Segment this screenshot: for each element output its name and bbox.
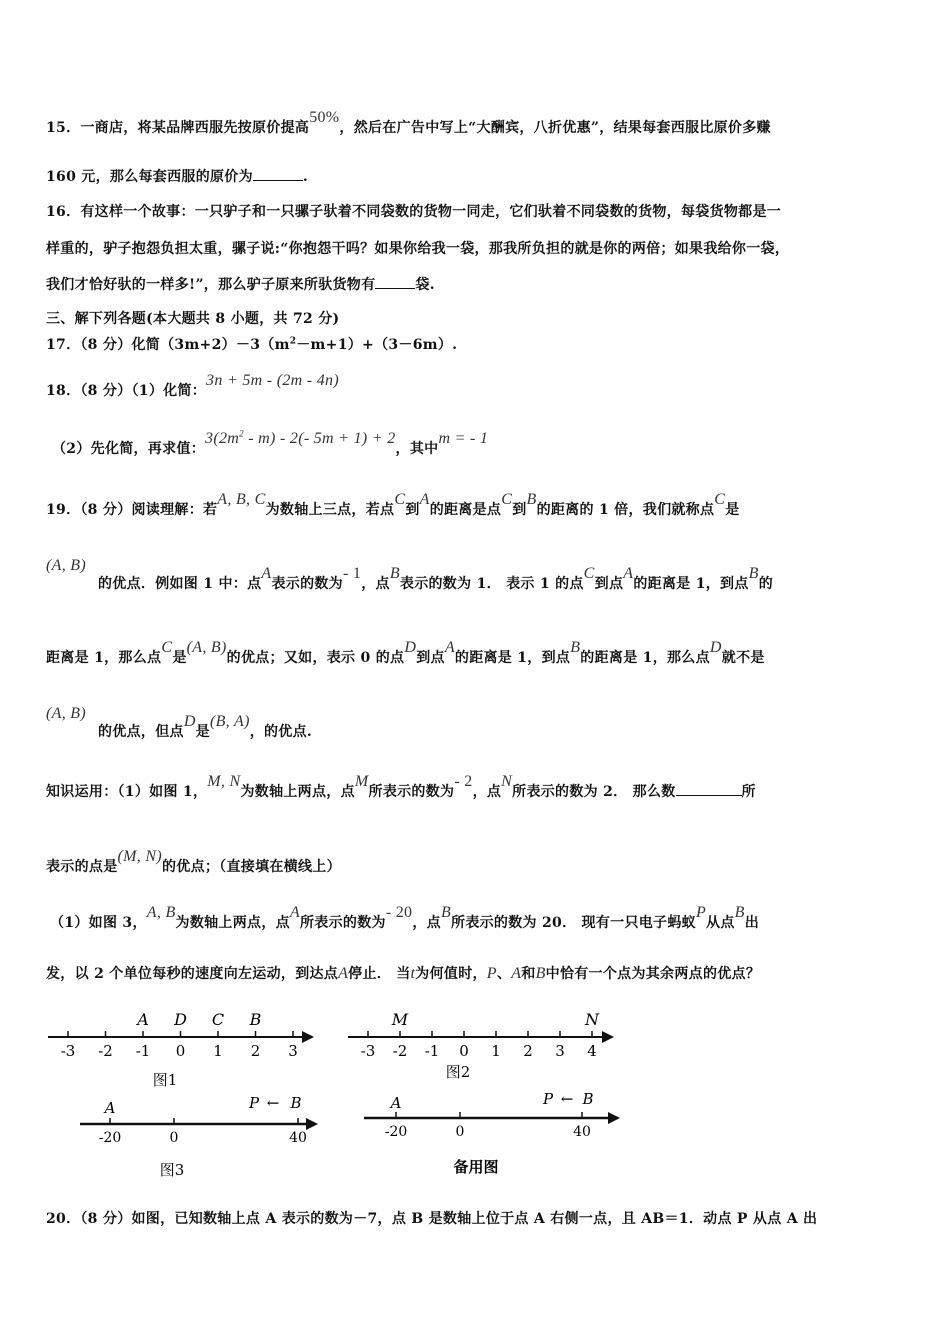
section-3-heading: 三、解下列各题(本大题共 8 小题，共 72 分) xyxy=(46,311,340,327)
fig3-number-line xyxy=(80,1094,318,1179)
fig3-label-p: P xyxy=(248,1094,260,1112)
fig3-tick-label-40: 40 xyxy=(289,1130,307,1146)
q16-line3 xyxy=(46,274,435,294)
fig1-point-d: D xyxy=(174,1010,187,1029)
fig2-tick-label: -1 xyxy=(424,1042,440,1060)
fig4-tick-label-0: 0 xyxy=(455,1124,465,1140)
q18-label2: （2）先化简，再求值： xyxy=(52,441,206,457)
q17 xyxy=(46,334,457,354)
fig3-label-b: B xyxy=(290,1094,302,1112)
q18-expr1: 3n + 5m - (2m - 4n) xyxy=(206,372,339,389)
fig2-tick-label: 4 xyxy=(587,1042,597,1060)
fig2-caption: 图2 xyxy=(445,1063,471,1081)
q16-text-b: 袋. xyxy=(415,277,435,293)
q16-line1: 16．有这样一个故事：一只驴子和一只骡子驮着不同袋数的货物一同走，它们驮着不同袋数的货物，每袋货物都是一 xyxy=(46,204,782,220)
fig3-arrow: ← xyxy=(266,1094,280,1112)
q16-answer-blank[interactable] xyxy=(375,276,415,289)
q19-row2: (A, B) 的优点．例如图 1 中：点A表示的数为- 1，点B表示的数为 1． 表示 1 的点C到点A的距离是 1，到点B的 xyxy=(46,557,774,592)
fig2-tick-label: 0 xyxy=(459,1042,469,1060)
fig4-tick-label-40: 40 xyxy=(573,1124,591,1140)
fig1-tick-label: -2 xyxy=(98,1042,113,1060)
q19-row7: （1）如图 3，A, B为数轴上两点，点A所表示的数为- 20，点B所表示的数为 20． 现有一只电子蚂蚁P从点B出 xyxy=(50,904,760,931)
q19-row5: 知识运用：（1）如图 1，M, N为数轴上两点，点M所表示的数为- 2，点N所表示的数为 2． 那么数 所 xyxy=(46,773,756,800)
fig4-arrow: ← xyxy=(560,1090,574,1108)
fig1-tick-label: 1 xyxy=(213,1042,223,1060)
fig2-tick-label: -2 xyxy=(392,1042,408,1060)
fig1-point-a: A xyxy=(137,1010,149,1029)
fig4-number-line xyxy=(364,1090,620,1176)
q18-expr2: $3(2m^2 - m) - 2(-$ 5m + 1) + 2 xyxy=(205,428,396,447)
fig1-tick-label: 3 xyxy=(288,1042,298,1060)
fig1-point-b: B xyxy=(249,1010,262,1029)
fig3-label-a: A xyxy=(104,1099,116,1117)
fig4-label-b: B xyxy=(582,1090,594,1108)
fig4-tick-label-neg20: -20 xyxy=(384,1124,408,1140)
q19-row6: 表示的点是(M, N)的优点；（直接填在横线上） xyxy=(46,848,341,875)
fig4-label-p: P xyxy=(542,1090,554,1108)
figures xyxy=(0,995,950,1185)
q15-line2 xyxy=(46,166,308,186)
q15-text-a: 15．一商店，将某品牌西服先按原价提高 xyxy=(46,120,310,136)
fig1-caption: 图1 xyxy=(152,1071,178,1089)
q18-part2 xyxy=(52,428,489,458)
q16-line2: 样重的，驴子抱怨负担太重，骡子说:“你抱怨干吗？如果你给我一袋，那我所负担的就是你的两倍；如果我给你一袋， xyxy=(46,241,790,257)
fig3-caption: 图3 xyxy=(159,1161,185,1179)
fig2-tick-label: -3 xyxy=(360,1042,376,1060)
q15-text-d: . xyxy=(302,169,309,185)
q20: 20．（8 分）如图，已知数轴上点 A 表示的数为－7，点 B 是数轴上位于点 A 右侧一点，且 AB＝1．动点 P 从点 A 出 xyxy=(46,1211,818,1227)
q17-sup: 2 xyxy=(289,336,297,347)
fig2-tick-label: 3 xyxy=(555,1042,565,1060)
fig2-number-line xyxy=(348,1010,614,1081)
fig1-tick-label: -1 xyxy=(135,1042,151,1060)
q15-text-c: 160 元，那么每套西服的原价为 xyxy=(46,169,253,185)
q15-percent: 50% xyxy=(309,109,340,126)
q19-row3: 距离是 1，那么点C是(A, B)的优点；又如，表示 0 的点D到点A的距离是 1，到点B的距离是 1，那么点D就不是 xyxy=(46,639,765,666)
fig4-caption: 备用图 xyxy=(453,1158,499,1176)
fig1-tick-label: -3 xyxy=(60,1042,76,1060)
q15-line1 xyxy=(46,109,771,137)
q16-text-a: 我们才恰好驮的一样多!”，那么驴子原来所驮货物有 xyxy=(46,277,376,293)
q18-label: 18．（8 分）（1）化简： xyxy=(46,383,207,399)
q18-condition: m = - 1 xyxy=(438,430,489,447)
fig2-tick-label: 2 xyxy=(523,1042,533,1060)
q19-row4: (A, B) 的优点，但点D是(B, A)，的优点. xyxy=(46,705,313,740)
q19-answer-blank[interactable] xyxy=(676,783,742,796)
fig3-tick-label-neg20: -20 xyxy=(98,1130,122,1146)
fig4-label-a: A xyxy=(390,1094,402,1112)
fig1-tick-label: 2 xyxy=(250,1042,261,1060)
q15-answer-blank[interactable] xyxy=(253,168,303,181)
q19-row1: 19．（8 分）阅读理解：若A, B, C为数轴上三点，若点C到A的距离是点C到B的距离的 1 倍，我们就称点C是 xyxy=(46,491,740,518)
fig2-point-n: N xyxy=(585,1010,599,1029)
q17-text-a: 17．（8 分）化简（3m+2）－3（m xyxy=(46,337,290,353)
fig1-number-line xyxy=(48,1010,314,1089)
q18-part1 xyxy=(46,372,339,400)
q15-text-b: ，然后在广告中写上“大酬宾，八折优惠”，结果每套西服比原价多赚 xyxy=(339,120,771,136)
fig1-point-c: C xyxy=(211,1010,225,1029)
fig3-tick-label-0: 0 xyxy=(169,1130,179,1146)
q18-comma: ，其中 xyxy=(395,441,439,457)
q19-row8: 发，以 2 个单位每秒的速度向左运动，到达点A停止． 当t为何值时，P、A和B中恰有一个点为其余两点的优点？ xyxy=(46,965,761,982)
fig2-tick-label: 1 xyxy=(491,1042,501,1060)
q17-text-b: －m+1）+（3－6m）. xyxy=(296,337,458,353)
fig2-point-m: M xyxy=(391,1010,409,1029)
fig1-tick-label: 0 xyxy=(175,1042,186,1060)
